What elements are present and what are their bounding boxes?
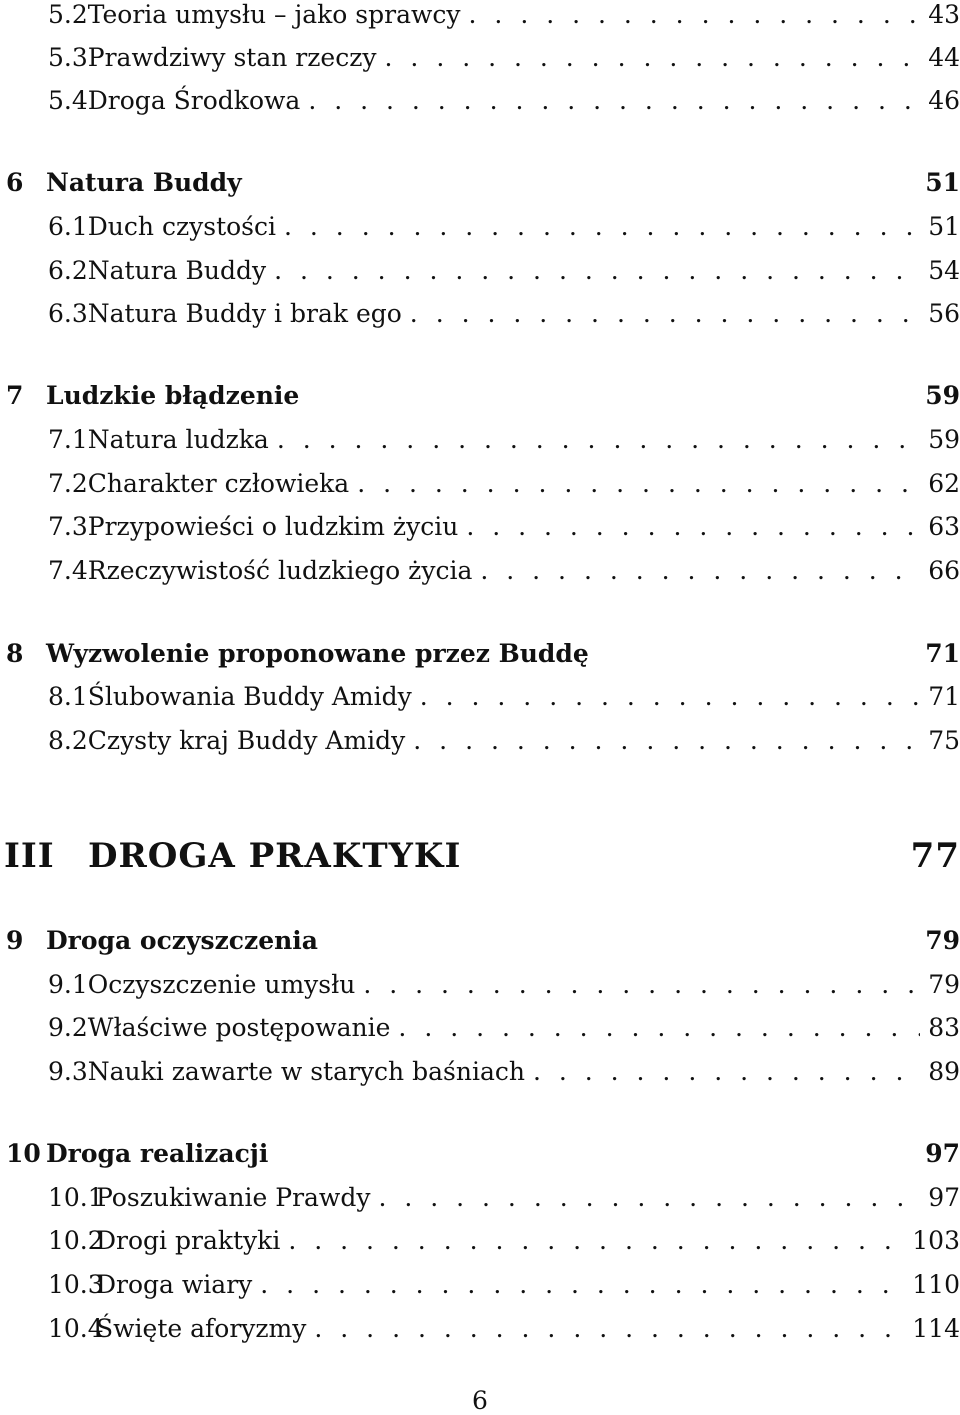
toc-entry-page: 59	[928, 424, 960, 454]
toc-entry-title: Droga Środkowa	[87, 85, 301, 115]
toc-entry-page: 114	[912, 1313, 960, 1343]
toc-entry-page: 44	[928, 42, 960, 72]
toc-entry-title: Natura Buddy i brak ego	[87, 298, 402, 328]
toc-entry-number: 5.4	[48, 85, 88, 115]
toc-entry-title: Ślubowania Buddy Amidy	[87, 681, 412, 711]
toc-chapter-9[interactable]	[0, 922, 960, 958]
toc-entry-6-1[interactable]	[0, 208, 960, 244]
toc-chapter-title: Droga oczyszczenia	[46, 925, 318, 955]
toc-chapter-page: 79	[925, 925, 960, 955]
toc-entry-6-3[interactable]	[0, 295, 960, 331]
toc-chapter-page: 71	[925, 638, 960, 668]
dot-leader	[274, 256, 920, 285]
toc-entry-5-3[interactable]	[0, 39, 960, 75]
toc-part-page: 77	[910, 836, 960, 876]
dot-leader	[533, 1057, 920, 1086]
toc-entry-page: 66	[928, 555, 960, 585]
toc-entry-page: 63	[928, 511, 960, 541]
dot-leader	[469, 0, 921, 29]
toc-entry-page: 54	[928, 255, 960, 285]
toc-chapter-page: 51	[925, 167, 960, 197]
toc-entry-title: Charakter człowieka	[87, 468, 350, 498]
toc-entry-title: Drogi praktyki	[96, 1225, 281, 1255]
toc-entry-number: 7.2	[48, 468, 88, 498]
toc-entry-7-4[interactable]	[0, 552, 960, 588]
toc-entry-page: 75	[928, 725, 960, 755]
toc-entry-7-1[interactable]	[0, 421, 960, 457]
toc-entry-number: 10.2	[48, 1225, 104, 1255]
toc-entry-page: 62	[928, 468, 960, 498]
dot-leader	[288, 1226, 904, 1255]
toc-chapter-6[interactable]	[0, 164, 960, 200]
dot-leader	[480, 556, 920, 585]
toc-part-iii[interactable]	[0, 832, 960, 880]
page-number: 6	[472, 1386, 488, 1415]
toc-entry-number: 8.1	[48, 681, 88, 711]
toc-chapter-page: 59	[925, 380, 960, 410]
toc-part-title: DROGA PRAKTYKI	[88, 836, 462, 876]
toc-chapter-8[interactable]	[0, 635, 960, 671]
dot-leader	[284, 212, 920, 241]
dot-leader	[378, 1183, 920, 1212]
toc-chapter-number: 6	[6, 167, 24, 197]
toc-entry-title: Święte aforyzmy	[96, 1313, 307, 1343]
dot-leader	[420, 682, 920, 711]
toc-entry-7-2[interactable]	[0, 465, 960, 501]
dot-leader	[398, 1013, 920, 1042]
dot-leader	[363, 970, 920, 999]
toc-entry-title: Czysty kraj Buddy Amidy	[87, 725, 406, 755]
toc-entry-number: 10.3	[48, 1269, 104, 1299]
dot-leader	[314, 1314, 904, 1343]
toc-entry-page: 79	[928, 969, 960, 999]
toc-entry-title: Prawdziwy stan rzeczy	[87, 42, 377, 72]
toc-entry-number: 7.3	[48, 511, 88, 541]
toc-entry-10-2[interactable]	[0, 1222, 960, 1258]
toc-chapter-title: Ludzkie błądzenie	[46, 380, 300, 410]
dot-leader	[466, 512, 920, 541]
toc-entry-9-3[interactable]	[0, 1053, 960, 1089]
toc-entry-title: Droga wiary	[96, 1269, 253, 1299]
dot-leader	[260, 1270, 904, 1299]
toc-chapter-title: Natura Buddy	[46, 167, 242, 197]
toc-entry-page: 83	[928, 1012, 960, 1042]
dot-leader	[357, 469, 920, 498]
toc-entry-number: 8.2	[48, 725, 88, 755]
toc-entry-9-2[interactable]	[0, 1009, 960, 1045]
toc-entry-number: 5.3	[48, 42, 88, 72]
toc-entry-page: 46	[928, 85, 960, 115]
toc-chapter-7[interactable]	[0, 377, 960, 413]
toc-entry-number: 5.2	[48, 0, 88, 29]
toc-entry-title: Właściwe postępowanie	[87, 1012, 391, 1042]
toc-entry-10-1[interactable]	[0, 1179, 960, 1215]
dot-leader	[385, 43, 921, 72]
toc-entry-5-4[interactable]	[0, 82, 960, 118]
toc-entry-page: 97	[928, 1182, 960, 1212]
toc-entry-title: Teoria umysłu – jako sprawcy	[87, 0, 461, 29]
toc-entry-10-3[interactable]	[0, 1266, 960, 1302]
toc-entry-9-1[interactable]	[0, 966, 960, 1002]
toc-chapter-number: 7	[6, 380, 24, 410]
toc-entry-page: 56	[928, 298, 960, 328]
toc-chapter-number: 8	[6, 638, 24, 668]
toc-entry-8-1[interactable]	[0, 678, 960, 714]
dot-leader	[410, 299, 920, 328]
toc-entry-page: 110	[912, 1269, 960, 1299]
dot-leader	[277, 425, 920, 454]
toc-chapter-page: 97	[925, 1138, 960, 1168]
toc-entry-number: 6.3	[48, 298, 88, 328]
toc-chapter-title: Wyzwolenie proponowane przez Buddę	[46, 638, 589, 668]
toc-chapter-number: 9	[6, 925, 24, 955]
toc-entry-title: Poszukiwanie Prawdy	[96, 1182, 371, 1212]
toc-entry-title: Natura Buddy	[87, 255, 267, 285]
toc-entry-number: 10.1	[48, 1182, 104, 1212]
toc-entry-page: 89	[928, 1056, 960, 1086]
toc-entry-number: 7.4	[48, 555, 88, 585]
dot-leader	[413, 726, 920, 755]
toc-entry-title: Natura ludzka	[87, 424, 269, 454]
toc-chapter-10[interactable]	[0, 1135, 960, 1171]
toc-entry-number: 9.1	[48, 969, 88, 999]
toc-entry-10-4[interactable]	[0, 1310, 960, 1346]
toc-chapter-title: Droga realizacji	[46, 1138, 269, 1168]
toc-entry-title: Rzeczywistość ludzkiego życia	[87, 555, 473, 585]
toc-entry-number: 6.1	[48, 211, 88, 241]
toc-entry-page: 71	[928, 681, 960, 711]
toc-part-number: III	[4, 836, 55, 876]
toc-entry-number: 6.2	[48, 255, 88, 285]
toc-entry-page: 103	[912, 1225, 960, 1255]
dot-leader	[308, 86, 920, 115]
toc-entry-6-2[interactable]	[0, 252, 960, 288]
toc-entry-number: 9.3	[48, 1056, 88, 1086]
toc-chapter-number: 10	[6, 1138, 41, 1168]
toc-entry-5-2[interactable]	[0, 0, 960, 32]
toc-entry-number: 9.2	[48, 1012, 88, 1042]
toc-entry-title: Przypowieści o ludzkim życiu	[87, 511, 459, 541]
toc-entry-title: Duch czystości	[87, 211, 277, 241]
toc-entry-title: Nauki zawarte w starych baśniach	[87, 1056, 525, 1086]
toc-entry-7-3[interactable]	[0, 508, 960, 544]
toc-entry-page: 43	[928, 0, 960, 29]
toc-entry-title: Oczyszczenie umysłu	[87, 969, 356, 999]
toc-entry-number: 10.4	[48, 1313, 104, 1343]
toc-entry-page: 51	[928, 211, 960, 241]
toc-entry-number: 7.1	[48, 424, 88, 454]
toc-entry-8-2[interactable]	[0, 722, 960, 758]
